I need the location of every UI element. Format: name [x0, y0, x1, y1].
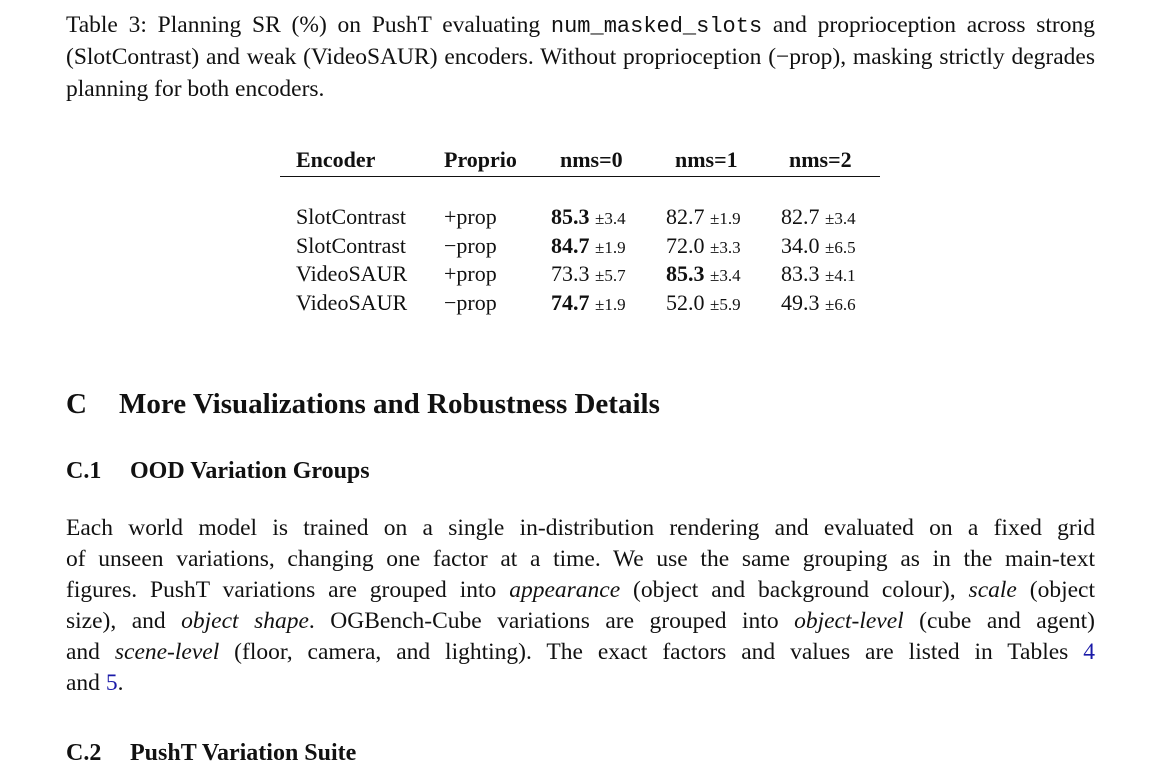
paragraph-line [66, 637, 1095, 668]
cell-value [666, 260, 741, 290]
paragraph-line [66, 575, 1095, 606]
cell-value [781, 289, 856, 319]
std-value: ±5.7 [595, 266, 626, 285]
cell-proprio: +prop [444, 204, 497, 229]
cell-value [551, 203, 626, 233]
paragraph-line [66, 606, 1095, 637]
std-value: ±3.4 [710, 266, 741, 285]
sr-value: 82.7 [781, 204, 820, 229]
text: . [117, 670, 124, 696]
text: and [66, 639, 115, 665]
results-table [280, 140, 880, 330]
caption-code: num_masked_slots [550, 14, 763, 39]
sr-value: 49.3 [781, 290, 820, 315]
cell-value [781, 203, 856, 233]
header-nms1: nms=1 [675, 147, 738, 172]
cell-encoder: VideoSAUR [296, 261, 408, 286]
paragraph-line [66, 513, 1095, 544]
text: and [66, 670, 106, 696]
sr-value: 85.3 [666, 261, 705, 286]
emphasis: scale [968, 577, 1017, 603]
sr-value: 83.3 [781, 261, 820, 286]
table-caption [66, 10, 1095, 105]
sr-value: 52.0 [666, 290, 705, 315]
text: of unseen variations, changing one factor at a time. We use the same grouping as in the main-text [66, 546, 1095, 572]
subsection-number: C.1 [66, 458, 102, 484]
subsection-number: C.2 [66, 740, 102, 766]
std-value: ±4.1 [825, 266, 856, 285]
std-value: ±6.5 [825, 238, 856, 257]
subsection-title: PushT Variation Suite [130, 740, 357, 766]
cell-value [781, 232, 856, 262]
cell-value [551, 232, 626, 262]
header-nms2: nms=2 [789, 147, 852, 172]
header-encoder: Encoder [296, 147, 376, 172]
cell-value [551, 260, 626, 290]
text: size), and [66, 608, 182, 634]
std-value: ±6.6 [825, 295, 856, 314]
cell-value [781, 260, 856, 290]
section-heading [66, 386, 660, 422]
std-value: ±1.9 [595, 295, 626, 314]
text: figures. PushT variations are grouped into [66, 577, 510, 603]
cell-encoder: VideoSAUR [296, 290, 408, 315]
header-nms0: nms=0 [560, 147, 623, 172]
sr-value: 85.3 [551, 204, 590, 229]
sr-value: 72.0 [666, 233, 705, 258]
emphasis: scene-level [114, 639, 220, 665]
emphasis: object shape [181, 608, 309, 634]
emphasis: appearance [509, 577, 621, 603]
sr-value: 84.7 [551, 233, 590, 258]
sr-value: 82.7 [666, 204, 705, 229]
cell-proprio: −prop [444, 290, 497, 315]
subsection-title: OOD Variation Groups [130, 458, 370, 484]
caption-text-end: and proprioception across strong (SlotContrast) and weak (VideoSAUR) encoders. Without proprioception (−prop), masking strictly degrades planning for both encoders. [66, 12, 1096, 102]
emphasis: object-level [794, 608, 904, 634]
header-proprio: Proprio [444, 147, 517, 172]
cell-encoder: SlotContrast [296, 204, 407, 229]
text: (object and background colour), [620, 577, 969, 603]
section-number: C [66, 388, 87, 420]
paragraph-line [66, 668, 1095, 699]
text: (cube and agent) [903, 608, 1096, 634]
sr-value: 74.7 [551, 290, 590, 315]
cell-value [551, 289, 626, 319]
sr-value: 73.3 [551, 261, 590, 286]
cell-value [666, 232, 741, 262]
section-title: More Visualizations and Robustness Details [119, 388, 660, 420]
paragraph-line [66, 544, 1095, 575]
cell-value [666, 203, 741, 233]
subsection-heading [66, 456, 370, 486]
std-value: ±3.4 [595, 209, 626, 228]
std-value: ±5.9 [710, 295, 741, 314]
std-value: ±1.9 [710, 209, 741, 228]
cell-encoder: SlotContrast [296, 233, 407, 258]
std-value: ±1.9 [595, 238, 626, 257]
cell-proprio: +prop [444, 261, 497, 286]
text: (floor, camera, and lighting). The exact factors and values are listed in Tables [219, 639, 1084, 665]
table-ref-link[interactable]: 5 [105, 670, 118, 696]
sr-value: 34.0 [781, 233, 820, 258]
text: (object [1016, 577, 1096, 603]
cell-value [666, 289, 741, 319]
text: Each world model is trained on a single in-distribution rendering and evaluated on a fixed grid [66, 515, 1095, 541]
table-ref-link[interactable]: 4 [1083, 639, 1095, 665]
caption-text: Table 3: Planning SR (%) on PushT evaluating [66, 12, 551, 38]
body-paragraph [66, 513, 1095, 699]
std-value: ±3.4 [825, 209, 856, 228]
header-rule [280, 176, 880, 177]
text: . OGBench-Cube variations are grouped into [308, 608, 795, 634]
cell-proprio: −prop [444, 233, 497, 258]
subsection-heading [66, 738, 356, 768]
std-value: ±3.3 [710, 238, 741, 257]
